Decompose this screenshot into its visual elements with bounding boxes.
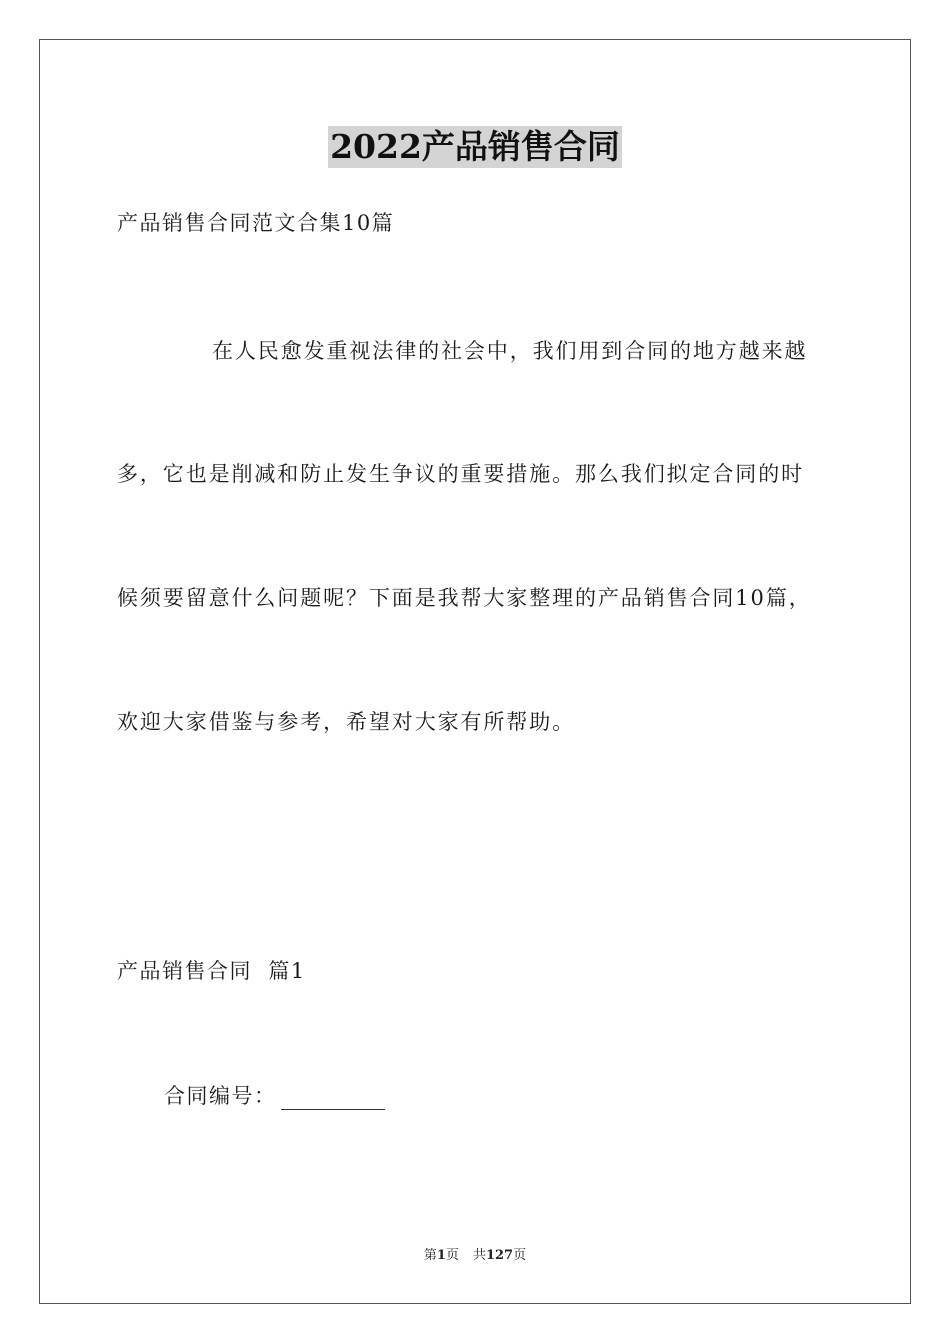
footer-page-prefix: 第 bbox=[423, 1248, 437, 1263]
footer-page-suffix: 页 bbox=[445, 1248, 459, 1263]
document-title: 2022产品销售合同 bbox=[330, 127, 620, 166]
section-heading: 产品销售合同 篇1 bbox=[117, 959, 306, 983]
footer-total-prefix: 共 bbox=[472, 1248, 486, 1263]
intro-line-2: 多，它也是削减和防止发生争议的重要措施。那么我们拟定合同的时 bbox=[117, 462, 804, 486]
footer-page-number: 1 bbox=[436, 1248, 446, 1263]
contract-number-blank bbox=[281, 1089, 385, 1110]
title-container bbox=[0, 126, 950, 168]
intro-line-4: 欢迎大家借鉴与参考，希望对大家有所帮助。 bbox=[117, 710, 575, 734]
intro-line-1: 在人民愈发重视法律的社会中，我们用到合同的地方越来越 bbox=[212, 339, 808, 363]
contract-number-label: 合同编号： bbox=[164, 1084, 277, 1108]
page-footer bbox=[0, 1247, 950, 1265]
contract-number-row bbox=[164, 1082, 385, 1110]
intro-line-3: 候须要留意什么问题呢？下面是我帮大家整理的产品销售合同10篇， bbox=[117, 586, 812, 610]
document-subtitle: 产品销售合同范文合集10篇 bbox=[117, 211, 395, 235]
footer-total-suffix: 页 bbox=[513, 1248, 527, 1263]
footer-total-pages: 127 bbox=[485, 1248, 514, 1263]
